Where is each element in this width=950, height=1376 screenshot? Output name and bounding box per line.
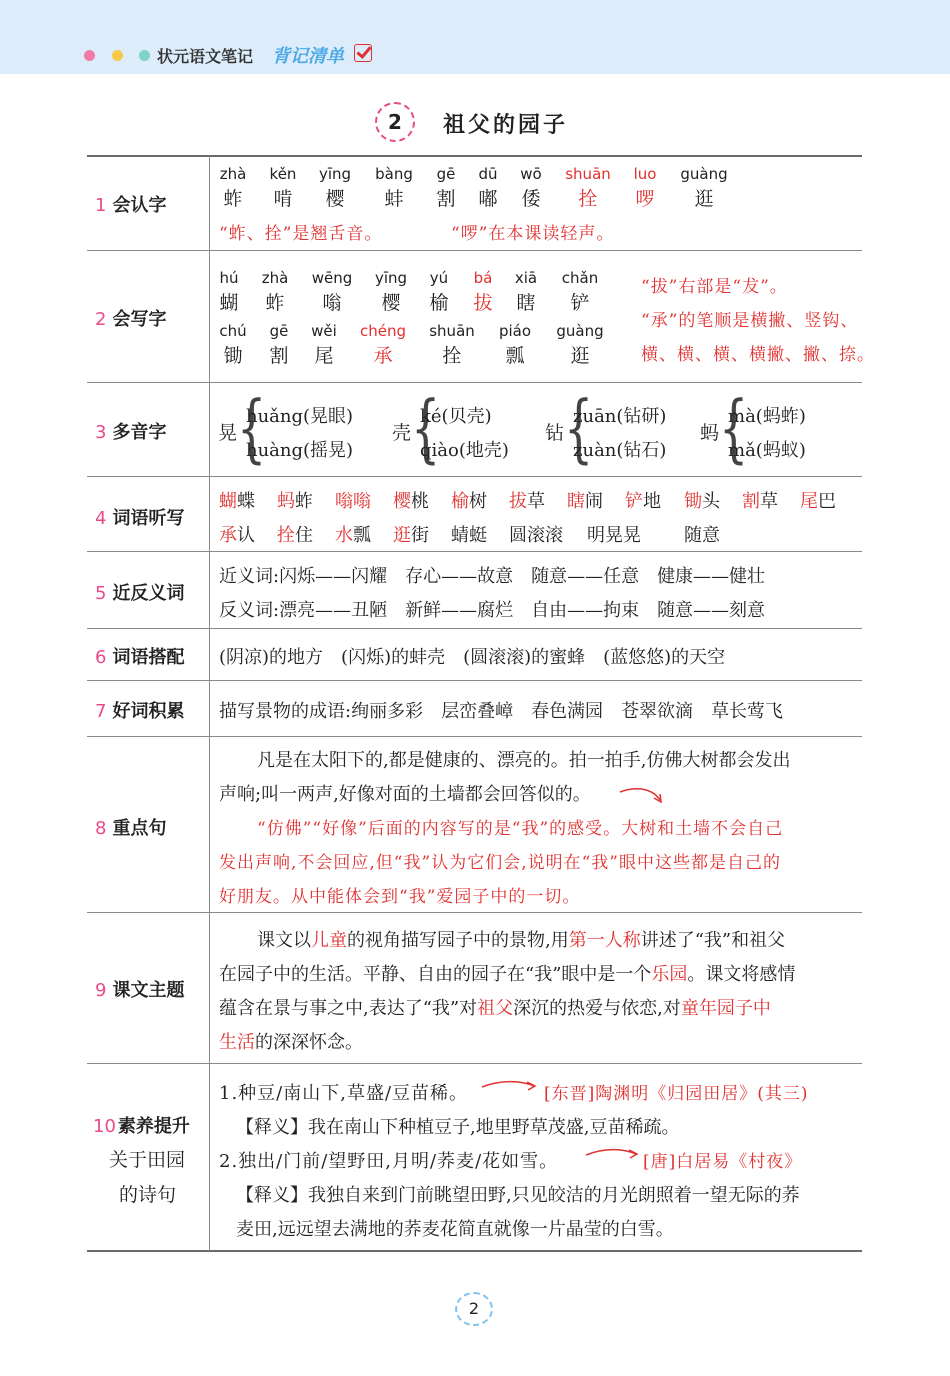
dictation-word: 拴住 [277, 525, 313, 546]
brace-icon: { [719, 384, 749, 472]
section-label-5: 5 近反义词 [95, 583, 185, 604]
table-bottom-border [87, 1250, 862, 1252]
column-divider [209, 156, 210, 1251]
note: “蚱、拴”是翘舌音。 [219, 224, 383, 244]
reading: ké(贝壳) [420, 406, 492, 427]
polyphonic-char: 晃 [218, 422, 238, 444]
divider [87, 912, 862, 913]
brace-icon: { [564, 384, 594, 472]
brace-icon: { [411, 384, 441, 472]
reading: mà(蚂蚱) [728, 406, 806, 427]
lesson-number: 2 [375, 102, 415, 142]
hanzi: 拴 [442, 345, 462, 367]
key-sentence-line: 凡是在太阳下的,都是健康的、漂亮的。拍一拍手,仿佛大树都会发出 [257, 750, 791, 771]
hanzi: 啰 [635, 188, 655, 210]
dictation-word: 尾巴 [800, 491, 836, 512]
note: 横、横、横、横撇、撇、捺。 [641, 345, 875, 365]
pinyin: shuān [429, 322, 475, 340]
pinyin: guàng [680, 165, 728, 183]
pinyin: dū [478, 165, 498, 183]
section-label-8: 8 重点句 [95, 818, 167, 839]
pinyin: chéng [359, 322, 406, 340]
section-sub-label: 关于田园 [109, 1149, 186, 1171]
pinyin: yīng [318, 165, 352, 183]
polyphonic-char: 钻 [545, 422, 565, 444]
pinyin: hú [219, 269, 239, 287]
checkbox-check-icon [354, 44, 372, 62]
reading: huǎng(晃眼) [246, 406, 354, 427]
hanzi: 蚱 [265, 292, 285, 314]
arrow-icon [480, 1078, 540, 1094]
pinyin: gē [436, 165, 456, 183]
poem-explanation: 【释义】我独自来到门前眺望田野,只见皎洁的月光朗照着一望无际的荞 [236, 1185, 800, 1206]
note: “仿佛”“好像”后面的内容写的是“我”的感受。大树和土墙不会自己 [257, 819, 784, 839]
pinyin: gē [269, 322, 289, 340]
poem-line: 1.种豆/南山下,草盛/豆苗稀。 [219, 1083, 469, 1104]
pinyin: wō [520, 165, 542, 183]
hanzi: 倭 [521, 188, 541, 210]
pinyin: kěn [269, 165, 297, 183]
hanzi: 榆 [429, 292, 449, 314]
section-label-1: 1 会认字 [95, 195, 167, 216]
dictation-word: 拔草 [509, 491, 545, 512]
divider [87, 476, 862, 477]
idioms-line: 描写景物的成语:绚丽多彩 层峦叠嶂 春色满园 苍翠欲滴 草长莺飞 [219, 701, 784, 722]
hanzi: 樱 [381, 292, 401, 314]
brand-name: 状元语文笔记 [157, 47, 254, 66]
hanzi: 瓢 [505, 345, 525, 367]
divider [87, 250, 862, 251]
hanzi: 蝴 [219, 292, 239, 314]
hanzi: 啃 [273, 188, 293, 210]
poem-explanation: 【释义】我在南山下种植豆子,地里野草茂盛,豆苗稀疏。 [236, 1117, 680, 1138]
green-dot-icon [139, 50, 150, 61]
dictation-word: 随意 [684, 525, 720, 546]
section-label-10: 10 素养提升 [93, 1116, 190, 1137]
brace-icon: { [237, 384, 267, 472]
pinyin: bàng [375, 165, 413, 183]
poem-explanation: 麦田,远远望去满地的荞麦花简直就像一片晶莹的白雪。 [236, 1219, 674, 1240]
dictation-word: 樱桃 [393, 491, 429, 512]
hanzi: 拔 [473, 292, 493, 314]
divider [87, 382, 862, 383]
dictation-word: 锄头 [684, 491, 720, 512]
pinyin: yú [429, 269, 449, 287]
synonyms-line: 近义词:闪烁——闪耀 存心——故意 随意——任意 健康——健壮 [219, 566, 766, 587]
polyphonic-char: 壳 [392, 422, 412, 444]
dictation-word: 逛街 [393, 525, 429, 546]
theme-line: 在园子中的生活。平静、自由的园子在“我”眼中是一个乐园。课文将感情 [219, 964, 796, 985]
theme-line: 课文以儿童的视角描写园子中的景物,用第一人称讲述了“我”和祖父 [257, 930, 786, 951]
reading: huàng(摇晃) [246, 440, 354, 461]
pinyin: zhà [261, 269, 289, 287]
section-label-2: 2 会写字 [95, 309, 167, 330]
hanzi: 嘟 [478, 188, 498, 210]
key-sentence-line: 声响;叫一两声,好像对面的土墙都会回答似的。 [219, 784, 591, 805]
pinyin: shuān [565, 165, 611, 183]
note: “承”的笔顺是横撇、竖钩、 [641, 311, 859, 331]
dictation-word: 蝴蝶 [219, 491, 255, 512]
pink-dot-icon [84, 50, 95, 61]
dictation-word: 嗡嗡 [335, 491, 371, 512]
dictation-word: 榆树 [451, 491, 487, 512]
note: 发出声响,不会回应,但“我”认为它们会,说明在“我”眼中这些都是自己的 [219, 853, 781, 873]
dictation-word: 水瓢 [335, 525, 371, 546]
reading: zuān(钻研) [573, 406, 667, 427]
pinyin: chǎn [561, 269, 599, 287]
hanzi: 拴 [578, 188, 598, 210]
divider [87, 1063, 862, 1064]
reading: zuàn(钻石) [573, 440, 667, 461]
section-label-4: 4 词语听写 [95, 508, 185, 529]
section-label-9: 9 课文主题 [95, 980, 185, 1001]
table-top-border [87, 155, 862, 157]
polyphonic-char: 蚂 [700, 422, 720, 444]
divider [87, 736, 862, 737]
pinyin: wēng [311, 269, 353, 287]
reading: mǎ(蚂蚁) [728, 440, 806, 461]
dictation-word: 明晃晃 [587, 525, 641, 546]
antonyms-line: 反义词:漂亮——丑陋 新鲜——腐烂 自由——拘束 随意——刻意 [219, 600, 766, 621]
pinyin: yīng [374, 269, 408, 287]
poem-line: 2.独出/门前/望野田,月明/荞麦/花如雪。 [219, 1151, 559, 1172]
hanzi: 割 [269, 345, 289, 367]
theme-line: 生活的深深怀念。 [219, 1032, 363, 1053]
pinyin: bá [473, 269, 493, 287]
hanzi: 蚱 [223, 188, 243, 210]
page-number: 2 [455, 1292, 493, 1326]
dictation-word: 铲地 [625, 491, 661, 512]
pinyin: chú [219, 322, 247, 340]
lesson-title: 祖父的园子 [443, 113, 569, 138]
collocation-line: (阴凉)的地方 (闪烁)的蚌壳 (圆滚滚)的蜜蜂 (蓝悠悠)的天空 [219, 647, 726, 668]
pinyin: luo [633, 165, 657, 183]
subtitle: 背记清单 [272, 46, 344, 67]
reading: qiào(地壳) [420, 440, 509, 461]
section-label-3: 3 多音字 [95, 422, 167, 443]
section-sub-label: 的诗句 [119, 1184, 177, 1206]
hanzi: 瞎 [516, 292, 536, 314]
dictation-word: 蚂蚱 [277, 491, 313, 512]
hanzi: 承 [373, 345, 393, 367]
dictation-word: 圆滚滚 [509, 525, 563, 546]
note: “拔”右部是“犮”。 [641, 277, 788, 297]
section-label-6: 6 词语搭配 [95, 647, 185, 668]
theme-line: 蕴含在景与事之中,表达了“我”对祖父深沉的热爱与依恋,对童年园子中 [219, 998, 771, 1019]
section-label-7: 7 好词积累 [95, 701, 185, 722]
hanzi: 锄 [223, 345, 243, 367]
pinyin: wěi [311, 322, 337, 340]
divider [87, 628, 862, 629]
hanzi: 逛 [570, 345, 590, 367]
hanzi: 蚌 [384, 188, 404, 210]
dictation-word: 瞎闹 [567, 491, 603, 512]
divider [87, 680, 862, 681]
dictation-word: 割草 [742, 491, 778, 512]
dictation-word: 承认 [219, 525, 255, 546]
divider [87, 551, 862, 552]
pinyin: guàng [556, 322, 604, 340]
hanzi: 樱 [325, 188, 345, 210]
hanzi: 铲 [570, 292, 590, 314]
poem-source: [东晋]陶渊明《归园田居》(其三) [544, 1084, 809, 1104]
hanzi: 割 [436, 188, 456, 210]
note: “啰”在本课读轻声。 [451, 224, 615, 244]
arrow-icon [618, 786, 666, 808]
dictation-word: 蜻蜓 [451, 525, 487, 546]
pinyin: zhà [219, 165, 247, 183]
arrow-icon [584, 1146, 642, 1162]
header-bar [0, 0, 950, 74]
hanzi: 尾 [314, 345, 334, 367]
hanzi: 逛 [694, 188, 714, 210]
poem-source: [唐]白居易《村夜》 [643, 1152, 803, 1172]
hanzi: 嗡 [322, 292, 342, 314]
note: 好朋友。从中能体会到“我”爱园子中的一切。 [219, 887, 581, 907]
pinyin: piáo [498, 322, 532, 340]
pinyin: xiā [514, 269, 538, 287]
yellow-dot-icon [112, 50, 123, 61]
